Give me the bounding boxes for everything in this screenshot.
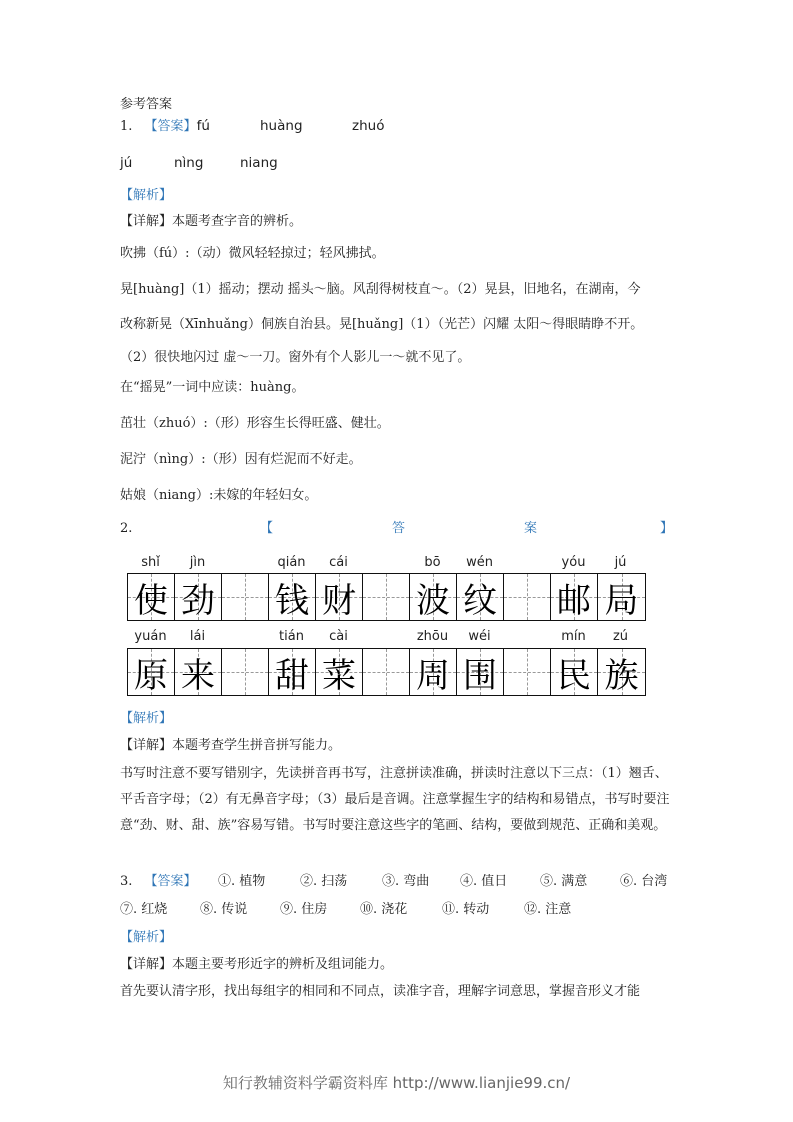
detail-line: 【详解】本题主要考形近字的辨析及组词能力。 [120, 957, 394, 972]
pinyin-label: jú [614, 555, 627, 570]
pinyin-label: wéi [468, 629, 491, 644]
character-grid-row-1 [127, 573, 646, 621]
answer-tag: 【答案】 [144, 119, 197, 134]
explain-paragraph: 书写时注意不要写错别字，先读拼音再书写，注意拼读准确，拼读时注意以下三点：（1）翘舌、平舌音字母；（2）有无鼻音字母；（3）最后是音调。注意掌握生字的结构和易错点，书写时要注意“劲、财、甜、族”容易写错。书写时要注意这些字的笔画、结构，要做到规范、正确和美观。 [120, 766, 670, 833]
written-character: 局 [604, 580, 639, 621]
pinyin: jú [120, 155, 133, 171]
question-number: 1. [120, 119, 133, 134]
answer-tag-bracket: 【 [260, 521, 274, 536]
pinyin-label: lái [189, 629, 206, 644]
pinyin-row-1 [127, 555, 644, 571]
option: ⑤. 满意 [540, 874, 588, 889]
detail-line: 【详解】本题考查字音的辨析。 [120, 214, 303, 229]
pinyin-label: qián [277, 555, 306, 570]
option: ⑧. 传说 [200, 902, 248, 917]
explain-line: 在“摇晃”一词中应读：huàng。 [120, 380, 305, 395]
option: ⑥. 台湾 [620, 874, 668, 889]
tian-zi-cell [504, 649, 551, 695]
written-character: 来 [181, 655, 215, 696]
tian-zi-cell [410, 574, 457, 620]
pinyin-label: cài [329, 629, 348, 644]
written-character [504, 574, 550, 620]
question-number: 3. [120, 874, 133, 889]
pinyin-label: jìn [189, 555, 206, 570]
answer-heading: 参考答案 [120, 97, 173, 112]
written-character: 使 [134, 580, 168, 621]
explain-line: 泥泞（nìng）:（形）因有烂泥而不好走。 [120, 452, 362, 467]
written-character: 财 [322, 580, 356, 621]
written-character: 周 [416, 655, 450, 696]
explain-line: 改称新晃（Xīnhuǎng）侗族自治县。晃[huǎng]（1）（光芒）闪耀 太阳～得眼睛睁不开。 [120, 317, 644, 332]
option: ⑫. 注意 [524, 902, 572, 917]
option: ⑩. 浇花 [360, 902, 408, 917]
tian-zi-cell [175, 574, 222, 620]
written-character: 邮 [557, 580, 591, 621]
pinyin: zhuó [352, 118, 385, 134]
tian-zi-cell [175, 649, 222, 695]
tian-zi-cell [410, 649, 457, 695]
answer-tag-bracket: 】 [660, 521, 674, 536]
written-character: 原 [134, 655, 168, 696]
explain-line: （2）很快地闪过 虚～一刀。窗外有个人影儿一～就不见了。 [120, 350, 471, 365]
pinyin-label: cái [329, 555, 348, 570]
explain-line: 姑娘（niang）:未嫁的年轻妇女。 [120, 488, 318, 503]
written-character: 纹 [463, 580, 497, 621]
answer-tag-char: 答 [392, 521, 406, 536]
pinyin-label: mín [561, 629, 586, 644]
written-character [363, 574, 409, 620]
option: ⑨. 住房 [280, 902, 328, 917]
q1-answer-line [120, 117, 385, 136]
character-grid-row-2 [127, 648, 646, 696]
explain-line: 首先要认清字形，找出每组字的相同和不同点，读准字音，理解字词意思，掌握音形义才能 [120, 984, 641, 999]
tian-zi-cell [316, 649, 363, 695]
option: ①. 植物 [218, 874, 266, 889]
tian-zi-cell [222, 649, 269, 695]
written-character: 菜 [322, 655, 356, 696]
tian-zi-cell [598, 574, 645, 620]
pinyin-label: yuán [134, 629, 167, 644]
option: ⑪. 转动 [442, 902, 490, 917]
tian-zi-cell [269, 649, 316, 695]
tian-zi-cell [598, 649, 645, 695]
footer-watermark: 知行教辅资料学霸资料库 http://www.lianjie99.cn/ [222, 1074, 571, 1092]
pinyin-label: zhōu [416, 629, 449, 644]
tian-zi-cell [363, 574, 410, 620]
option: ④. 值日 [460, 874, 508, 889]
tian-zi-cell [222, 574, 269, 620]
q2-answer-line [120, 520, 676, 538]
written-character: 族 [604, 655, 639, 696]
explain-line: 吹拂（fú）:（动）微风轻轻掠过；轻风拂拭。 [120, 246, 385, 261]
analysis-tag: 【解析】 [120, 188, 173, 203]
pinyin: fú [196, 118, 210, 134]
written-character [222, 574, 268, 620]
written-character: 波 [416, 580, 450, 621]
tian-zi-cell [504, 574, 551, 620]
tian-zi-cell [551, 649, 598, 695]
written-character: 民 [557, 655, 591, 696]
tian-zi-cell [128, 574, 175, 620]
q3-answer-line [120, 873, 668, 891]
analysis-tag: 【解析】 [120, 711, 173, 726]
written-character [222, 649, 268, 695]
written-character: 劲 [181, 580, 215, 621]
pinyin-label: shǐ [141, 555, 160, 570]
pinyin-label: yóu [561, 555, 586, 570]
pinyin: niang [240, 155, 278, 171]
explain-line: 晃[huàng]（1）摇动；摆动 摇头～脑。风刮得树枝直～。（2）晃县，旧地名，在湖南，今 [120, 282, 641, 297]
answer-tag-char: 案 [524, 521, 538, 536]
analysis-tag: 【解析】 [120, 930, 173, 945]
detail-line: 【详解】本题考查学生拼音拼写能力。 [120, 738, 342, 753]
pinyin-label: tián [279, 629, 304, 644]
pinyin-label: bō [424, 555, 441, 570]
option: ③. 弯曲 [382, 874, 430, 889]
tian-zi-cell [457, 649, 504, 695]
tian-zi-cell [269, 574, 316, 620]
tian-zi-cell [551, 574, 598, 620]
option: ②. 扫荡 [300, 874, 348, 889]
tian-zi-cell [128, 649, 175, 695]
pinyin-label: wén [466, 555, 493, 570]
answer-tag: 【答案】 [144, 874, 197, 889]
tian-zi-cell [316, 574, 363, 620]
written-character: 钱 [275, 580, 309, 621]
q1-pinyin-row2 [120, 154, 278, 173]
pinyin: nìng [174, 155, 204, 171]
pinyin: huàng [260, 118, 303, 134]
tian-zi-cell [457, 574, 504, 620]
written-character [504, 649, 550, 695]
tian-zi-cell [363, 649, 410, 695]
explain-line: 茁壮（zhuó）:（形）形容生长得旺盛、健壮。 [120, 416, 390, 431]
written-character [363, 649, 409, 695]
written-character: 围 [463, 655, 497, 696]
written-character: 甜 [275, 655, 309, 696]
pinyin-label: zú [612, 629, 629, 644]
option: ⑦. 红烧 [120, 902, 168, 917]
question-number: 2. [120, 521, 133, 536]
pinyin-row-2 [127, 629, 644, 645]
